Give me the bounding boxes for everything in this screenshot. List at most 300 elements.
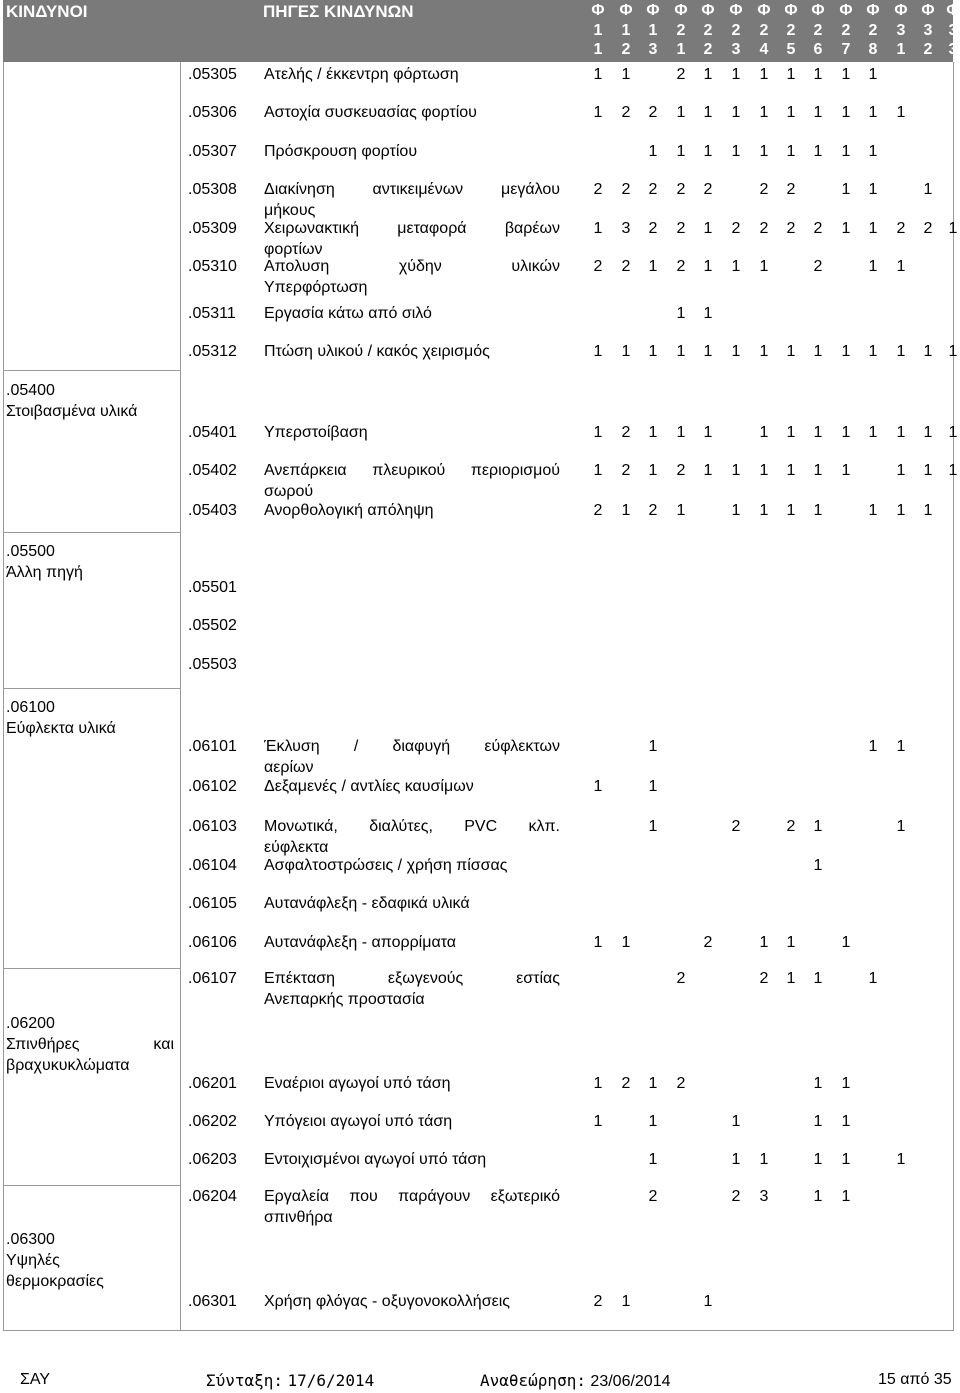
category-name: Στοιβασμένα υλικά xyxy=(6,403,138,420)
phi-value: 2 xyxy=(759,181,769,198)
header-phi-label: Φ xyxy=(921,2,935,19)
header-phi-label: 1 xyxy=(593,21,603,39)
phi-value: 1 xyxy=(731,343,741,360)
phi-value: 2 xyxy=(676,258,686,275)
header-phi-label: 3 xyxy=(948,41,958,58)
phi-value: 1 xyxy=(648,1113,658,1130)
row-description-text: φορτίων xyxy=(264,241,323,258)
phi-value: 2 xyxy=(676,181,686,198)
header-phi-label: Φ xyxy=(811,2,825,19)
phi-value: 1 xyxy=(703,104,713,121)
phi-value: 1 xyxy=(648,258,658,275)
header-hazards: ΚΙΝΔΥΝΟΙ xyxy=(6,2,88,21)
row-description-text: Εργασία κάτω από σιλό xyxy=(264,305,432,322)
phi-value: 1 xyxy=(759,104,769,121)
phi-value: 1 xyxy=(896,424,906,441)
phi-value: 1 xyxy=(786,104,796,121)
header-phi-label: 1 xyxy=(593,41,603,58)
phi-value: 1 xyxy=(759,343,769,360)
row-code: .05401 xyxy=(188,424,237,441)
phi-value: 1 xyxy=(841,424,851,441)
row-description xyxy=(264,64,560,85)
row-description-text: μήκους xyxy=(264,202,316,219)
header-phi-label: 2 xyxy=(841,21,851,39)
category-name: βραχυκυκλώματα xyxy=(6,1057,130,1074)
row-code: .05402 xyxy=(188,462,237,479)
phi-value: 2 xyxy=(759,970,769,987)
phi-value: 1 xyxy=(868,424,878,441)
header-phi-column xyxy=(585,1,611,60)
row-description-text: Υπερστοίβαση xyxy=(264,424,368,441)
phi-value: 1 xyxy=(759,143,769,160)
phi-value: 1 xyxy=(703,1293,713,1310)
phi-value: 1 xyxy=(786,66,796,83)
phi-value: 1 xyxy=(841,343,851,360)
phi-value: 1 xyxy=(593,66,603,83)
header-phi-label: 8 xyxy=(868,41,878,58)
phi-value: 1 xyxy=(676,502,686,519)
footer-revised-date: 23/06/2014 xyxy=(590,1373,671,1390)
phi-value: 1 xyxy=(593,778,603,795)
phi-value: 1 xyxy=(813,1188,823,1205)
phi-value: 1 xyxy=(813,1075,823,1092)
phi-value: 1 xyxy=(841,1113,851,1130)
category-divider xyxy=(3,370,180,371)
row-code: .05310 xyxy=(188,258,237,275)
header-phi-label: Φ xyxy=(757,2,771,19)
row-code: .06107 xyxy=(188,970,237,987)
header-phi-label: 2 xyxy=(813,21,823,39)
row-description xyxy=(264,1149,560,1170)
header-phi-label: Φ xyxy=(946,2,960,19)
header-phi-label: 2 xyxy=(703,21,713,39)
phi-value: 1 xyxy=(731,143,741,160)
phi-value: 2 xyxy=(621,181,631,198)
row-description-text: Χειρωνακτική μεταφορά βαρέων xyxy=(264,220,560,237)
row-description xyxy=(264,179,560,221)
phi-value: 2 xyxy=(648,502,658,519)
phi-value: 1 xyxy=(813,970,823,987)
header-phi-label: 2 xyxy=(731,21,741,39)
row-code: .06102 xyxy=(188,778,237,795)
phi-value: 1 xyxy=(896,104,906,121)
border-left xyxy=(3,62,4,1330)
phi-value: 1 xyxy=(648,462,658,479)
phi-value: 1 xyxy=(813,818,823,835)
row-code: .05306 xyxy=(188,104,237,121)
phi-value: 2 xyxy=(703,181,713,198)
row-code: .05311 xyxy=(188,305,236,322)
header-phi-label: Φ xyxy=(619,2,633,19)
footer-label: ΣΑΥ xyxy=(20,1371,51,1388)
header-phi-label: 3 xyxy=(948,21,958,39)
row-description-text: Έκλυση / διαφυγή εύφλεκτων xyxy=(264,738,560,755)
phi-value: 1 xyxy=(731,1151,741,1168)
row-description xyxy=(264,816,560,858)
header-phi-label: 2 xyxy=(759,21,769,39)
phi-value: 1 xyxy=(621,66,631,83)
phi-value: 1 xyxy=(703,305,713,322)
row-code: .06201 xyxy=(188,1075,237,1092)
row-description-text: Επέκταση εξωγενούς εστίας xyxy=(264,970,560,987)
row-description-text: Υπόγειοι αγωγοί υπό τάση xyxy=(264,1113,453,1130)
header-phi-label: 1 xyxy=(676,41,686,58)
phi-value: 1 xyxy=(868,104,878,121)
phi-value: 1 xyxy=(841,1188,851,1205)
phi-value: 1 xyxy=(868,258,878,275)
phi-value: 1 xyxy=(841,220,851,237)
phi-value: 2 xyxy=(676,1075,686,1092)
row-code: .06106 xyxy=(188,934,237,951)
row-description-text: Υπερφόρτωση xyxy=(264,279,368,296)
phi-value: 2 xyxy=(676,66,686,83)
column-divider xyxy=(180,62,181,1330)
phi-value: 1 xyxy=(676,343,686,360)
row-description-text: Δεξαμενές / αντλίες καυσίμων xyxy=(264,778,474,795)
phi-value: 1 xyxy=(786,424,796,441)
phi-value: 1 xyxy=(896,1151,906,1168)
header-phi-column xyxy=(778,1,804,60)
header-phi-label: Φ xyxy=(729,2,743,19)
footer-compiled-date: 17/6/2014 xyxy=(287,1371,375,1390)
phi-value: 1 xyxy=(648,738,658,755)
row-description-text: Ανεπάρκεια πλευρικού περιορισμού xyxy=(264,462,560,479)
phi-value: 1 xyxy=(896,462,906,479)
footer-compiled xyxy=(206,1371,374,1391)
row-description xyxy=(264,968,560,1010)
row-code: .05308 xyxy=(188,181,237,198)
row-description xyxy=(264,422,560,443)
category-divider xyxy=(3,968,180,969)
table-header xyxy=(3,0,960,62)
row-description xyxy=(264,1073,560,1094)
phi-value: 1 xyxy=(759,502,769,519)
header-phi-label: Φ xyxy=(866,2,880,19)
category-name: θερμοκρασίες xyxy=(6,1273,104,1290)
phi-value: 1 xyxy=(648,143,658,160)
phi-value: 3 xyxy=(621,220,631,237)
row-description xyxy=(264,932,560,953)
row-description xyxy=(264,256,560,298)
row-code: .06104 xyxy=(188,857,237,874)
phi-value: 1 xyxy=(841,934,851,951)
phi-value: 1 xyxy=(868,143,878,160)
phi-value: 1 xyxy=(868,970,878,987)
header-phi-column xyxy=(695,1,721,60)
phi-value: 1 xyxy=(621,343,631,360)
phi-value: 1 xyxy=(841,1151,851,1168)
row-code: .06105 xyxy=(188,895,237,912)
row-description-text: Ανορθολογική απόληψη xyxy=(264,502,434,519)
row-description-text: Εργαλεία που παράγουν εξωτερικό xyxy=(264,1188,560,1205)
phi-value: 1 xyxy=(813,343,823,360)
header-phi-label: 4 xyxy=(759,41,769,58)
phi-value: 1 xyxy=(593,462,603,479)
footer-revised-label: Αναθεώρηση: xyxy=(480,1371,586,1390)
phi-value: 1 xyxy=(703,143,713,160)
phi-value: 1 xyxy=(648,1151,658,1168)
phi-value: 1 xyxy=(813,502,823,519)
phi-value: 2 xyxy=(593,181,603,198)
phi-value: 1 xyxy=(841,143,851,160)
header-phi-label: 2 xyxy=(703,41,713,58)
phi-value: 2 xyxy=(703,934,713,951)
phi-value: 2 xyxy=(731,1188,741,1205)
row-description xyxy=(264,1111,560,1132)
phi-value: 1 xyxy=(813,1151,823,1168)
phi-value: 2 xyxy=(676,970,686,987)
phi-value: 2 xyxy=(786,220,796,237)
header-phi-label: 1 xyxy=(648,21,658,39)
border-bottom xyxy=(3,1330,954,1331)
row-description xyxy=(264,1186,560,1228)
row-code: .06301 xyxy=(188,1293,237,1310)
phi-value: 1 xyxy=(786,343,796,360)
phi-value: 1 xyxy=(759,66,769,83)
phi-value: 2 xyxy=(648,181,658,198)
phi-value: 2 xyxy=(731,818,741,835)
row-code: .05403 xyxy=(188,502,237,519)
row-description-text: Ατελής / έκκεντρη φόρτωση xyxy=(264,66,459,83)
row-code: .06204 xyxy=(188,1188,237,1205)
row-description xyxy=(264,500,560,521)
category-code: .05400 xyxy=(6,382,55,399)
phi-value: 1 xyxy=(868,343,878,360)
phi-value: 2 xyxy=(786,181,796,198)
category-code: .05500 xyxy=(6,543,55,560)
header-phi-column xyxy=(833,1,859,60)
phi-value: 1 xyxy=(923,462,933,479)
phi-value: 2 xyxy=(676,462,686,479)
header-phi-column xyxy=(940,1,960,60)
row-description-text: Πρόσκρουση φορτίου xyxy=(264,143,418,160)
row-code: .06203 xyxy=(188,1151,237,1168)
header-phi-label: 5 xyxy=(786,41,796,58)
phi-value: 1 xyxy=(676,104,686,121)
phi-value: 1 xyxy=(703,66,713,83)
phi-value: 2 xyxy=(621,1075,631,1092)
header-phi-label: 6 xyxy=(813,41,823,58)
row-description xyxy=(264,218,560,260)
category-06300 xyxy=(6,1229,174,1292)
category-06100 xyxy=(6,697,174,739)
row-code: .05312 xyxy=(188,343,237,360)
row-description-text: Ανεπαρκής προστασία xyxy=(264,991,425,1008)
header-phi-label: Φ xyxy=(674,2,688,19)
row-description-text: Απολυση χύδην υλικών xyxy=(264,258,560,275)
row-description xyxy=(264,1291,560,1312)
phi-value: 2 xyxy=(621,258,631,275)
phi-value: 2 xyxy=(648,1188,658,1205)
category-divider xyxy=(3,1185,180,1186)
phi-value: 1 xyxy=(593,343,603,360)
phi-value: 2 xyxy=(648,220,658,237)
header-phi-label: 1 xyxy=(896,41,906,58)
category-05400 xyxy=(6,380,174,422)
phi-value: 1 xyxy=(786,143,796,160)
phi-value: 2 xyxy=(896,220,906,237)
header-phi-label: 3 xyxy=(896,21,906,39)
phi-value: 1 xyxy=(786,970,796,987)
phi-value: 1 xyxy=(868,220,878,237)
phi-value: 1 xyxy=(948,220,958,237)
row-description xyxy=(264,855,560,876)
phi-value: 1 xyxy=(593,1113,603,1130)
category-code: .06200 xyxy=(6,1015,55,1032)
phi-value: 1 xyxy=(841,66,851,83)
header-phi-label: Φ xyxy=(784,2,798,19)
phi-value: 1 xyxy=(621,934,631,951)
row-description-text: Διακίνηση αντικειμένων μεγάλου xyxy=(264,181,560,198)
phi-value: 1 xyxy=(593,424,603,441)
row-code: .05503 xyxy=(188,656,237,673)
phi-value: 1 xyxy=(813,462,823,479)
phi-value: 1 xyxy=(759,1151,769,1168)
phi-value: 1 xyxy=(648,1075,658,1092)
header-phi-column xyxy=(640,1,666,60)
phi-value: 1 xyxy=(841,462,851,479)
phi-value: 2 xyxy=(593,1293,603,1310)
row-description-text: σπινθήρα xyxy=(264,1209,333,1226)
phi-value: 1 xyxy=(896,502,906,519)
row-description-text: Αστοχία συσκευασίας φορτίου xyxy=(264,104,477,121)
row-code: .06202 xyxy=(188,1113,237,1130)
phi-value: 2 xyxy=(621,104,631,121)
border-right xyxy=(953,62,954,1330)
phi-value: 1 xyxy=(731,462,741,479)
phi-value: 1 xyxy=(786,462,796,479)
phi-value: 1 xyxy=(703,258,713,275)
header-phi-label: Φ xyxy=(894,2,908,19)
header-phi-label: 3 xyxy=(731,41,741,58)
header-phi-column xyxy=(723,1,749,60)
phi-value: 1 xyxy=(813,424,823,441)
phi-value: 1 xyxy=(841,181,851,198)
phi-value: 2 xyxy=(621,424,631,441)
phi-value: 1 xyxy=(731,502,741,519)
phi-value: 2 xyxy=(621,462,631,479)
header-phi-column xyxy=(668,1,694,60)
category-name: Σπινθήρες xyxy=(6,1036,80,1053)
phi-value: 2 xyxy=(923,220,933,237)
row-description-text: Μονωτικά, διαλύτες, PVC κλπ. xyxy=(264,818,560,835)
category-divider xyxy=(3,688,180,689)
header-phi-label: Φ xyxy=(646,2,660,19)
header-phi-column xyxy=(860,1,886,60)
header-phi-column xyxy=(805,1,831,60)
phi-value: 1 xyxy=(923,181,933,198)
phi-value: 1 xyxy=(731,66,741,83)
header-phi-label: 2 xyxy=(786,21,796,39)
footer-revised xyxy=(480,1371,671,1391)
phi-value: 1 xyxy=(896,818,906,835)
phi-value: 2 xyxy=(648,104,658,121)
phi-value: 1 xyxy=(923,343,933,360)
phi-value: 1 xyxy=(759,934,769,951)
header-phi-label: 2 xyxy=(923,41,933,58)
category-06200 xyxy=(6,1013,174,1076)
row-description-text: Πτώση υλικού / κακός χειρισμός xyxy=(264,343,490,360)
phi-value: 3 xyxy=(759,1188,769,1205)
phi-value: 1 xyxy=(648,778,658,795)
header-phi-label: Φ xyxy=(591,2,605,19)
phi-value: 1 xyxy=(896,258,906,275)
header-phi-label: 2 xyxy=(676,21,686,39)
header-hazard-sources: ΠΗΓΕΣ ΚΙΝΔΥΝΩΝ xyxy=(263,2,414,21)
phi-value: 1 xyxy=(948,424,958,441)
header-phi-label: 1 xyxy=(621,21,631,39)
phi-value: 1 xyxy=(868,181,878,198)
phi-value: 1 xyxy=(923,502,933,519)
row-description-text: αερίων xyxy=(264,759,314,776)
phi-value: 2 xyxy=(813,258,823,275)
footer-compiled-label: Σύνταξη: xyxy=(206,1371,284,1390)
phi-value: 1 xyxy=(841,1075,851,1092)
header-phi-column xyxy=(888,1,914,60)
row-description xyxy=(264,141,560,162)
phi-value: 1 xyxy=(593,220,603,237)
row-code: .05502 xyxy=(188,617,237,634)
phi-value: 1 xyxy=(841,104,851,121)
phi-value: 1 xyxy=(621,502,631,519)
row-description xyxy=(264,102,560,123)
row-description-text: Εναέριοι αγωγοί υπό τάση xyxy=(264,1075,451,1092)
phi-value: 1 xyxy=(759,462,769,479)
phi-value: 1 xyxy=(703,424,713,441)
header-phi-label: Φ xyxy=(839,2,853,19)
phi-value: 1 xyxy=(648,424,658,441)
row-code: .05501 xyxy=(188,579,237,596)
phi-value: 1 xyxy=(868,738,878,755)
row-code: .06103 xyxy=(188,818,237,835)
category-code: .06300 xyxy=(6,1231,55,1248)
row-description-text: Εντοιχισμένοι αγωγοί υπό τάση xyxy=(264,1151,487,1168)
category-divider xyxy=(3,532,180,533)
phi-value: 2 xyxy=(813,220,823,237)
phi-value: 1 xyxy=(896,738,906,755)
phi-value: 1 xyxy=(896,343,906,360)
phi-value: 1 xyxy=(648,818,658,835)
row-description xyxy=(264,736,560,778)
phi-value: 1 xyxy=(731,258,741,275)
row-description-text: Αυτανάφλεξη - απορρίματα xyxy=(264,934,457,951)
header-phi-column xyxy=(915,1,941,60)
header-phi-label: 2 xyxy=(621,41,631,58)
row-code: .05309 xyxy=(188,220,237,237)
phi-value: 1 xyxy=(923,424,933,441)
phi-value: 1 xyxy=(703,462,713,479)
category-name: Υψηλές xyxy=(6,1252,60,1269)
header-phi-column xyxy=(613,1,639,60)
phi-value: 1 xyxy=(813,857,823,874)
phi-value: 1 xyxy=(648,343,658,360)
phi-value: 2 xyxy=(731,220,741,237)
phi-value: 1 xyxy=(759,258,769,275)
header-phi-column xyxy=(751,1,777,60)
phi-value: 2 xyxy=(593,258,603,275)
row-description-text: σωρού xyxy=(264,483,314,500)
phi-value: 2 xyxy=(676,220,686,237)
row-description xyxy=(264,776,560,797)
header-phi-label: 2 xyxy=(868,21,878,39)
phi-value: 1 xyxy=(593,104,603,121)
phi-value: 1 xyxy=(593,934,603,951)
phi-value: 1 xyxy=(813,66,823,83)
phi-value: 2 xyxy=(759,220,769,237)
phi-value: 2 xyxy=(786,818,796,835)
phi-value: 1 xyxy=(676,305,686,322)
header-phi-label: 7 xyxy=(841,41,851,58)
